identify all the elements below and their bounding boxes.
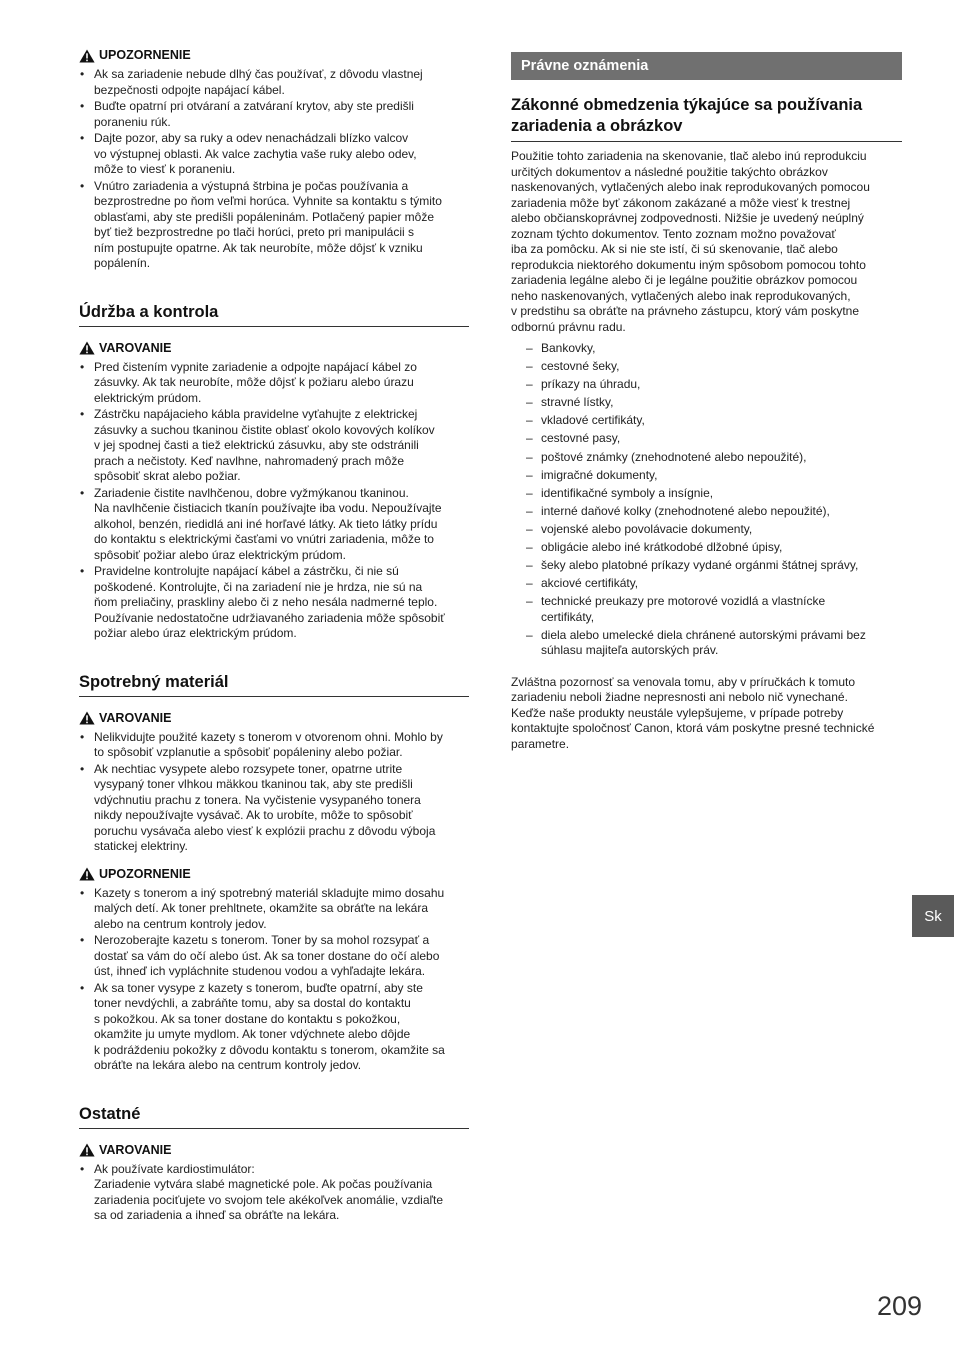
list-item-text: • Pred čistením vypnite zariadenie a odpojte napájací kábel zo: [94, 359, 417, 374]
list-item: [79, 1162, 469, 1224]
list-item-text: Zariadenie vytvára slabé magnetické pole. Ak počas používania: [94, 1177, 433, 1191]
list-item-text: – vkladové certifikáty,: [541, 413, 645, 428]
list-item-text: ňom preliačiny, praskliny alebo či z neho nesála nadmerné teplo.: [94, 595, 438, 609]
list-item-text: byť tiež bezprostredne po tlači horúci, preto pri manipulácii s: [94, 225, 414, 239]
paragraph-line: kontaktujte spoločnosť Canon, ktorá vám poskytne presné technické: [511, 721, 875, 736]
list-item-text: zásuvky. Ak tak neurobíte, môže dôjsť k požiaru alebo úrazu: [94, 375, 414, 389]
list-item: [511, 395, 902, 411]
warning-label: UPOZORNENIE: [99, 48, 191, 62]
list-item-text: ním postupujte opatrne. Ak tak neurobíte, môže dôjsť k vzniku: [94, 240, 423, 255]
page-number: 209: [876, 1291, 922, 1321]
list-item: [511, 540, 902, 556]
list-item-text: spôsobiť skrat alebo požiar.: [94, 469, 241, 483]
list-item-text: Používanie nedostatočne udržiavaného zariadenia môže spôsobiť: [94, 610, 445, 625]
list-item: [511, 431, 902, 447]
paragraph-line: Keďže naše produkty neustále vylepšujeme, v prípade potreby: [511, 705, 844, 720]
warning-triangle-icon: [79, 341, 95, 355]
warning-list: [79, 67, 469, 272]
list-item-text: k podráždeniu pokožky z dôvodu kontaktu s tonerom, okamžite sa: [94, 1042, 445, 1057]
list-item-text: prach a nečistoty. Keď navlhne, nahromadený prach môže: [94, 453, 404, 468]
list-item: [511, 468, 902, 484]
warning-block: [79, 48, 469, 272]
list-item: [511, 504, 902, 520]
list-item-text: – šeky alebo platobné príkazy vydané orgánmi štátnej správy,: [541, 558, 859, 573]
list-item: [511, 341, 902, 357]
list-item-text: vdýchnutiu prachu z tonera. Na vyčistenie vysypaného tonera: [94, 792, 421, 807]
warning-label: VAROVANIE: [99, 1142, 172, 1157]
list-item-text: – príkazy na úhradu,: [541, 377, 641, 392]
list-item-text: popálenín.: [94, 256, 151, 270]
list-item-text: • Ak sa toner vysype z kazety s tonerom, buďte opatrní, aby ste: [94, 980, 423, 995]
list-item-text: • Nerozoberajte kazetu s tonerom. Toner by sa mohol rozsypať a: [94, 933, 430, 947]
list-item-text: • Buďte opatrní pri otváraní a zatváraní krytov, aby ste predišli: [94, 99, 414, 113]
list-item-text: – cestovné šeky,: [541, 359, 620, 374]
list-item-text: – obligácie alebo iné krátkodobé dlžobné úpisy,: [541, 540, 783, 555]
list-item-text: zásuvky a suchou tkaninou čistite oblasť okolo kovových kolíkov: [94, 422, 435, 437]
title-line: zariadenia a obrázkov: [511, 117, 683, 135]
list-item: [79, 730, 469, 761]
paragraph-line: neho naskenovaných, vytlačených alebo inak reprodukovaných,: [511, 288, 851, 303]
list-item-text: • Zástrčku napájacieho kábla pravidelne vyťahujte z elektrickej: [94, 407, 418, 421]
warning-block: [79, 867, 469, 1074]
warning-heading: [79, 867, 469, 882]
paragraph-line: alebo občianskoprávnej zodpovednosti. Nižšie je uvedený neúplný: [511, 211, 864, 225]
list-item: [79, 67, 469, 98]
list-item: [79, 360, 469, 407]
list-item-text: poruchu vysávača alebo viesť k explózii prachu z dôvodu výboja: [94, 823, 436, 838]
list-item-text: • Ak používate kardiostimulátor:: [94, 1161, 255, 1176]
right-column: [511, 48, 902, 752]
list-item: [511, 628, 902, 659]
warning-list: [79, 1162, 469, 1224]
warning-heading: [79, 711, 469, 726]
list-item-text: – vojenské alebo povolávacie dokumenty,: [541, 521, 753, 536]
list-item: [511, 413, 902, 429]
list-item-text: oblasťami, aby ste predišli popáleninám. Potlačený papier môže: [94, 209, 435, 224]
list-item-text: malých detí. Ak toner prehltnete, okamžite sa obráťte na lekára: [94, 901, 429, 915]
paragraph-line: odbornú právnu radu.: [511, 319, 626, 334]
list-item-text: toner nevdýchli, a zabráňte tomu, aby sa dostal do kontaktu: [94, 996, 411, 1010]
list-item: [79, 981, 469, 1074]
warning-list: [79, 886, 469, 1074]
warning-label: UPOZORNENIE: [99, 866, 191, 881]
list-item-text: • Pravidelne kontrolujte napájací kábel a zástrčku, či nie sú: [94, 564, 399, 578]
list-item-text: bezprostredne po ňom veľmi horúca. Vyhnite sa kontaktu s týmito: [94, 194, 442, 208]
list-item-text: do kontaktu s elektrickými časťami vo vnútri zariadenia, môže to: [94, 532, 434, 546]
list-item: [79, 564, 469, 642]
warning-block: [79, 711, 469, 855]
list-item-text: zariadenia pociťujete vo svojom tele akékoľvek anomálie, vzdiaľte: [94, 1192, 444, 1207]
list-item-text: • Dajte pozor, aby sa ruky a odev nenachádzali blízko valcov: [94, 131, 409, 145]
paragraph-line: parametre.: [511, 736, 570, 751]
paragraph-line: Zvláštna pozornosť sa venovala tomu, aby v príručkách k tomuto: [511, 674, 855, 689]
list-item-text: • Nelikvidujte použité kazety s tonerom v otvorenom ohni. Mohlo by: [94, 729, 443, 744]
paragraph-line: iba za pomôcku. Ak si nie ste istí, či sú skenovanie, tlač alebo: [511, 242, 838, 256]
intro-paragraph: [511, 149, 902, 335]
list-item-text: elektrickým prúdom.: [94, 390, 202, 405]
list-item-text: Na navlhčenie čistiacich tkanín používajte iba vodu. Nepoužívajte: [94, 501, 442, 515]
list-item: [511, 450, 902, 466]
paragraph-line: Použitie tohto zariadenia na skenovanie, tlač alebo inú reprodukciu: [511, 149, 867, 163]
restricted-documents-list: [511, 341, 902, 659]
warning-list: [79, 730, 469, 855]
list-item-text: • Ak sa zariadenie nebude dlhý čas používať, z dôvodu vlastnej: [94, 67, 423, 81]
list-item: [511, 594, 902, 625]
list-item: [79, 886, 469, 933]
list-item: [79, 179, 469, 272]
paragraph-line: určitých dokumentov a následné použitie takýchto obrázkov: [511, 164, 828, 179]
warning-label: VAROVANIE: [99, 340, 172, 355]
list-item-text: obráťte na lekára alebo na centrum kontroly jedov.: [94, 1058, 362, 1072]
list-item-text: môže to viesť k poraneniu.: [94, 162, 236, 176]
warning-list: [79, 360, 469, 642]
list-item-text: alebo na centrum kontroly jedov.: [94, 916, 267, 931]
left-column: [79, 48, 469, 1225]
list-item-text: alkohol, benzén, riedidlá ani iné horľavé látky. Ak tieto látky prídu: [94, 516, 438, 531]
warning-heading: [79, 1143, 469, 1158]
language-tab[interactable]: Sk: [912, 895, 954, 937]
list-item-text: – Bankovky,: [541, 341, 596, 355]
list-item-text: vo výstupnej oblasti. Ak valce zachytia vaše ruky alebo odev,: [94, 146, 417, 161]
list-item-text: – poštové známky (znehodnotené alebo nepoužité),: [541, 449, 807, 464]
list-item: [79, 407, 469, 485]
list-item-text: v jej spodnej časti a tiež elektrickú zásuvku, aby ste odstránili: [94, 438, 419, 452]
list-item: [79, 933, 469, 980]
list-item-text: dostať sa vám do očí alebo úst. Ak sa toner dostane do očí alebo: [94, 948, 440, 963]
list-item: [511, 558, 902, 574]
list-item: [511, 486, 902, 502]
list-item-text: – identifikačné symboly a insígnie,: [541, 485, 714, 500]
warning-triangle-icon: [79, 1143, 95, 1157]
list-item-text: – cestovné pasy,: [541, 431, 621, 446]
list-item: [79, 486, 469, 564]
list-item-text: • Vnútro zariadenia a výstupná štrbina je počas používania a: [94, 178, 409, 193]
list-item-text: sa od zariadenia a ihneď sa obráťte na lekára.: [94, 1208, 340, 1222]
list-item-text: bezpečnosti odpojte napájací kábel.: [94, 82, 285, 97]
legal-notices-banner: Právne oznámenia: [511, 52, 902, 80]
warning-block: [79, 341, 469, 642]
list-item-text: – diela alebo umelecké diela chránené autorskými právami bez: [541, 627, 866, 642]
list-item-text: to spôsobiť vzplanutie a spôsobiť popáleniny alebo požiar.: [94, 745, 403, 759]
list-item-text: úst, ihneď ich vypláchnite studenou vodou a vyhľadajte lekára.: [94, 964, 426, 978]
list-item-text: • Kazety s tonerom a iný spotrebný materiál skladujte mimo dosahu: [94, 885, 445, 900]
list-item-text: • Ak nechtiac vysypete alebo rozsypete toner, opatrne utrite: [94, 761, 403, 776]
list-item-text: – stravné lístky,: [541, 395, 614, 410]
list-item-text: statickej elektriny.: [94, 839, 188, 853]
list-item: [79, 99, 469, 130]
warning-triangle-icon: [79, 711, 95, 725]
paragraph-line: v predstihu sa obráťte na právneho zástupcu, ktorý vám poskytne: [511, 304, 860, 318]
paragraph-line: zariadenia môže byť zákonom zakázané a môže viesť k trestnej: [511, 195, 851, 210]
list-item-text: poraneniu rúk.: [94, 114, 171, 129]
list-item-text: – imigračné dokumenty,: [541, 467, 658, 482]
legal-restrictions-title: [511, 95, 902, 142]
paragraph-line: reprodukcia niektorého dokumentu iným spôsobom pomocou tohto: [511, 257, 866, 272]
title-line: Zákonné obmedzenia týkajúce sa používania: [511, 96, 863, 114]
paragraph-line: zariadeniu neboli žiadne nepresnosti ani nebolo nič vynechané.: [511, 690, 848, 705]
paragraph-line: naskenovaných, vytlačených alebo inak reprodukovaných pomocou: [511, 180, 870, 194]
list-item: [79, 762, 469, 855]
paragraph-line: zariadenia legálne alebo či je legálne použitie obrázkov pomocou: [511, 273, 858, 287]
list-item-text: nikdy nepoužívajte vysávač. Ak to urobíte, môže to spôsobiť: [94, 808, 413, 822]
list-item-text: – technické preukazy pre motorové vozidlá a vlastnícke: [541, 594, 826, 609]
list-item-text: spôsobiť požiar alebo úraz elektrickým prúdom.: [94, 547, 346, 562]
warning-triangle-icon: [79, 867, 95, 881]
list-item: [511, 576, 902, 592]
warning-heading: [79, 48, 469, 63]
list-item-text: okamžite ju umyte mydlom. Ak toner vdýchnete alebo dôjde: [94, 1027, 411, 1041]
warning-triangle-icon: [79, 49, 95, 63]
list-item-text: certifikáty,: [541, 609, 595, 624]
list-item-text: – akciové certifikáty,: [541, 576, 639, 591]
section-title: Údržba a kontrola: [79, 302, 469, 327]
list-item: [79, 131, 469, 178]
list-item-text: • Zariadenie čistite navlhčenou, dobre vyžmýkanou tkaninou.: [94, 485, 409, 500]
closing-paragraph: [511, 675, 902, 753]
list-item-text: s pokožkou. Ak sa toner dostane do kontaktu s pokožkou,: [94, 1011, 401, 1026]
list-item: [511, 359, 902, 375]
list-item: [511, 522, 902, 538]
warning-label: VAROVANIE: [99, 710, 172, 725]
warning-block: [79, 1143, 469, 1224]
section-title: Spotrebný materiál: [79, 672, 469, 697]
list-item-text: poškodené. Kontrolujte, či na zariadení nie je hrdza, nie sú na: [94, 579, 423, 594]
list-item-text: vysypaný toner vlhkou mäkkou tkaninou tak, aby ste predišli: [94, 777, 413, 791]
list-item: [511, 377, 902, 393]
warning-heading: [79, 341, 469, 356]
list-item-text: – interné daňové kolky (znehodnotené alebo nepoužité),: [541, 503, 830, 518]
section-title: Ostatné: [79, 1104, 469, 1129]
list-item-text: požiar alebo úraz elektrickým prúdom.: [94, 626, 297, 640]
list-item-text: súhlasu majiteľa autorských práv.: [541, 643, 719, 658]
paragraph-line: zoznam týchto dokumentov. Tento zoznam možno považovať: [511, 226, 836, 241]
